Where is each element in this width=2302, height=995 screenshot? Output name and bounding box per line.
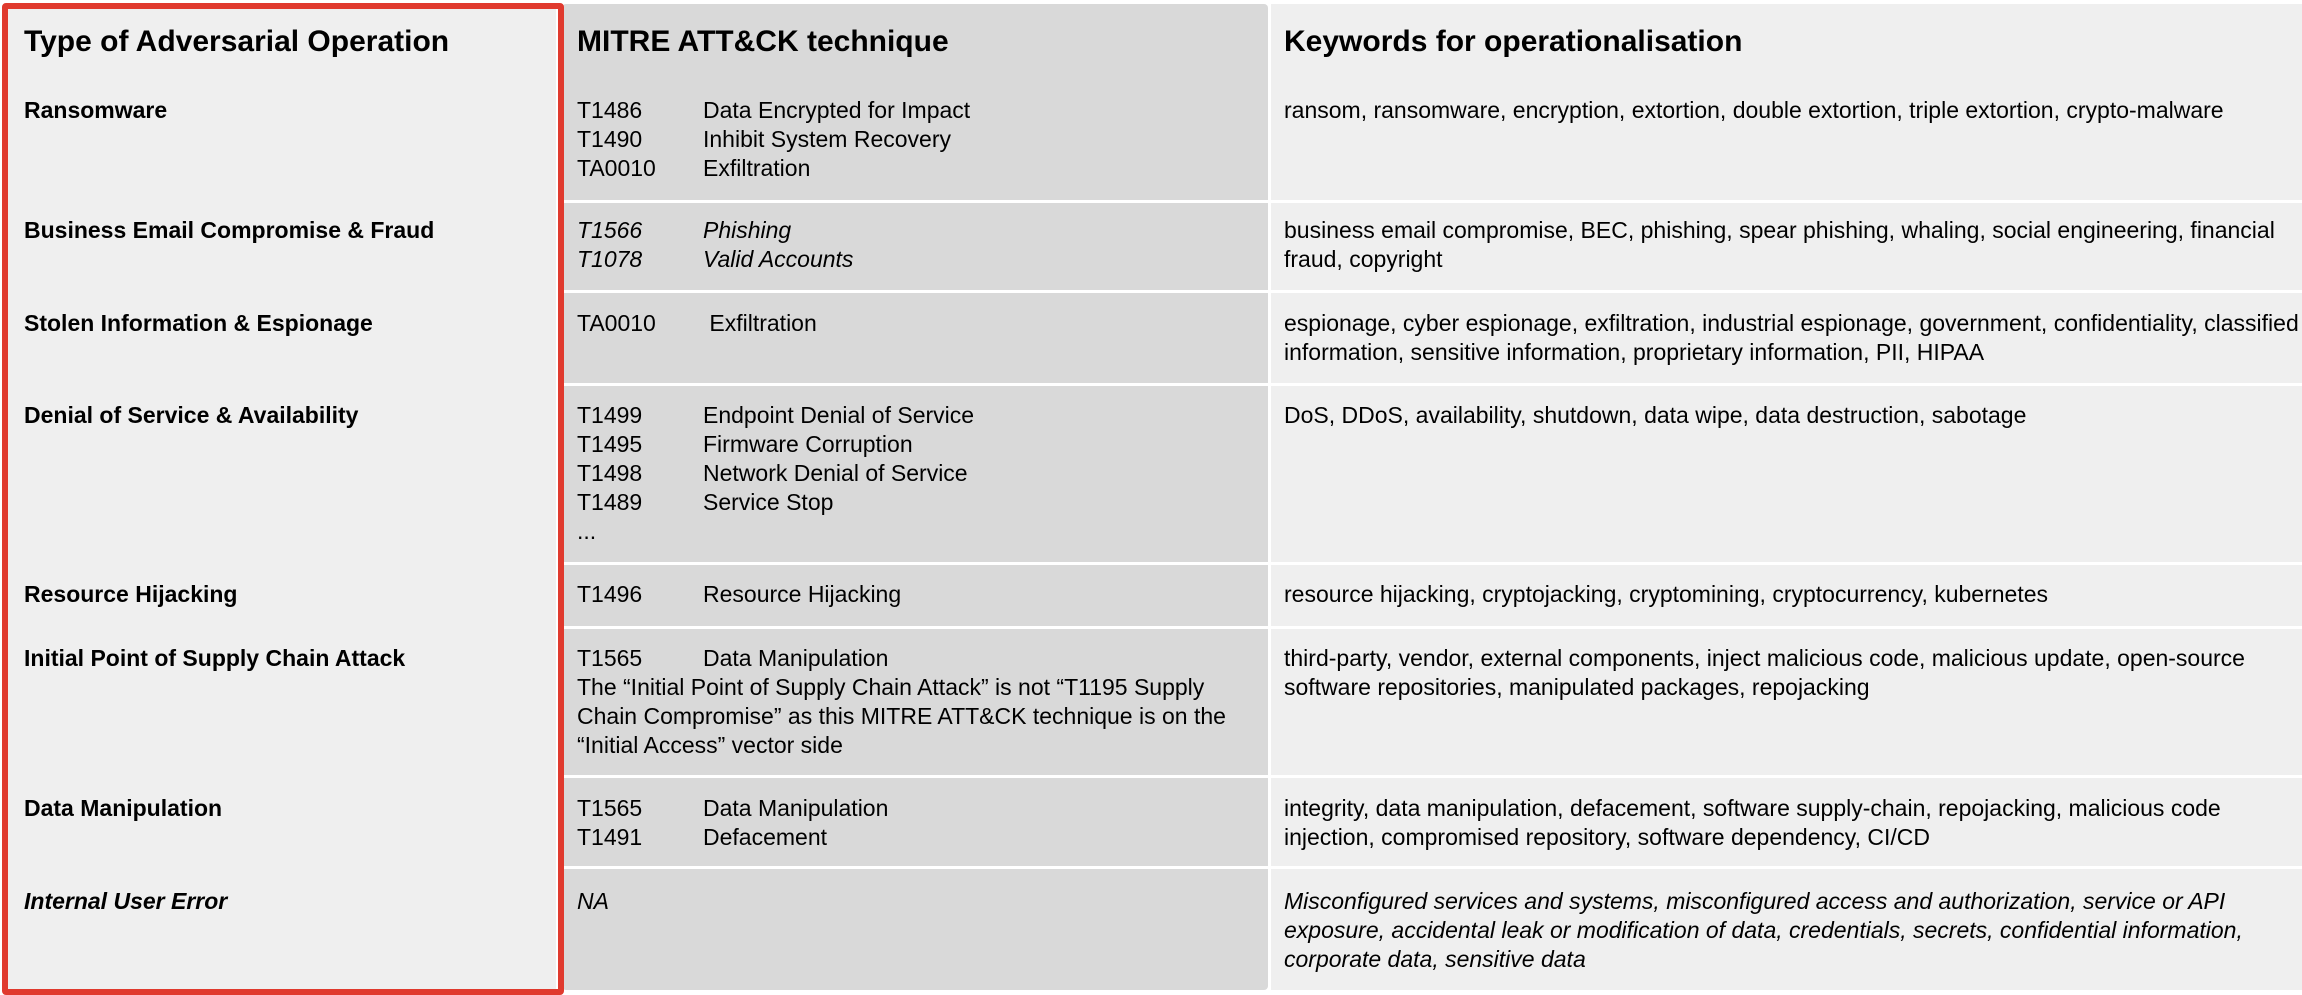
- row-type: Resource Hijacking: [24, 581, 238, 607]
- row-keywords: DoS, DDoS, availability, shutdown, data wipe, data destruction, sabotage: [1284, 402, 2027, 428]
- technique-item: [577, 245, 853, 274]
- technique-id: T1499: [577, 402, 643, 428]
- row-type: Data Manipulation: [24, 795, 223, 821]
- technique-id: T1486: [577, 97, 643, 123]
- technique-name: Valid Accounts: [703, 246, 854, 272]
- row-separator: [562, 775, 2302, 778]
- header-type: Type of Adversarial Operation: [24, 25, 450, 58]
- row-type: Initial Point of Supply Chain Attack: [24, 645, 406, 671]
- row-techniques: [577, 309, 817, 338]
- row-separator: [562, 200, 2302, 203]
- row-techniques: [577, 580, 901, 609]
- technique-id: T1566: [577, 217, 643, 243]
- technique-id: T1491: [577, 824, 643, 850]
- technique-item: [577, 430, 974, 459]
- technique-item: [577, 794, 888, 823]
- technique-name: Resource Hijacking: [703, 581, 902, 607]
- technique-name: Data Encrypted for Impact: [703, 97, 971, 123]
- row-keywords: Misconfigured services and systems, misconfigured access and authorization, service or API exposure, accidental leak or modification of data, credentials, secrets, confidential information, corporate data, sensitive data: [1284, 888, 2243, 972]
- row-type: Stolen Information & Espionage: [24, 310, 373, 336]
- row-separator: [562, 866, 2302, 869]
- row-separator: [562, 383, 2302, 386]
- technique-item: [577, 488, 974, 517]
- row-techniques: [577, 644, 1267, 760]
- technique-name: Exfiltration: [703, 155, 811, 181]
- technique-id: T1078: [577, 246, 643, 272]
- technique-item: [577, 96, 970, 125]
- technique-ellipsis: ...: [577, 518, 597, 544]
- technique-name: Exfiltration: [703, 310, 817, 336]
- row-keywords: third-party, vendor, external components, inject malicious code, malicious update, open-source software repositories, manipulated packages, repojacking: [1284, 645, 2245, 700]
- row-keywords: business email compromise, BEC, phishing, spear phishing, whaling, social engineering, financial fraud, copyright: [1284, 217, 2275, 272]
- technique-item: [577, 154, 970, 183]
- row-separator: [562, 290, 2302, 293]
- technique-item: [577, 823, 888, 852]
- row-separator: [562, 626, 2302, 629]
- technique-name: Data Manipulation: [703, 795, 889, 821]
- technique-item: [577, 644, 1267, 673]
- technique-name: Service Stop: [703, 489, 834, 515]
- row-type: Internal User Error: [24, 888, 228, 914]
- row-keywords: resource hijacking, cryptojacking, cryptomining, cryptocurrency, kubernetes: [1284, 581, 2049, 607]
- row-techniques: [577, 216, 853, 274]
- row-type: Business Email Compromise & Fraud: [24, 217, 435, 243]
- row-type: Ransomware: [24, 97, 168, 123]
- technique-id: T1496: [577, 581, 643, 607]
- technique-name: Data Manipulation: [703, 645, 889, 671]
- column-separator: [1268, 4, 1271, 990]
- technique-name: Defacement: [703, 824, 828, 850]
- technique-id: T1498: [577, 460, 643, 486]
- technique-id: T1495: [577, 431, 643, 457]
- technique-id: T1490: [577, 126, 643, 152]
- row-keywords: integrity, data manipulation, defacement, software supply-chain, repojacking, malicious code injection, compromised repository, software dependency, CI/CD: [1284, 795, 2221, 850]
- row-type: Denial of Service & Availability: [24, 402, 359, 428]
- technique-id: T1565: [577, 795, 643, 821]
- technique-item: [577, 401, 974, 430]
- technique-item: [577, 459, 974, 488]
- row-separator: [562, 562, 2302, 565]
- technique-item: [577, 216, 853, 245]
- row-techniques: [577, 401, 974, 546]
- technique-name: Network Denial of Service: [703, 460, 968, 486]
- technique-id: T1565: [577, 645, 643, 671]
- technique-name: Inhibit System Recovery: [703, 126, 951, 152]
- highlight-box: [2, 3, 564, 995]
- header-technique: MITRE ATT&CK technique: [577, 25, 949, 58]
- technique-id: TA0010: [577, 155, 656, 181]
- row-techniques: [577, 794, 888, 852]
- row-techniques: NA: [577, 888, 609, 914]
- technique-name: Phishing: [703, 217, 792, 243]
- technique-item: [577, 580, 901, 609]
- technique-name: Firmware Corruption: [703, 431, 913, 457]
- row-keywords: espionage, cyber espionage, exfiltration, industrial espionage, government, confidentiality, classified information, sensitive information, proprietary information, PII, HIPAA: [1284, 310, 2299, 365]
- row-techniques: [577, 96, 970, 183]
- technique-id: TA0010: [577, 310, 656, 336]
- header-keywords: Keywords for operationalisation: [1284, 25, 1743, 58]
- technique-id: T1489: [577, 489, 643, 515]
- row-keywords: ransom, ransomware, encryption, extortion, double extortion, triple extortion, crypto-malware: [1284, 97, 2224, 123]
- technique-note: The “Initial Point of Supply Chain Attack” is not “T1195 Supply Chain Compromise” as this MITRE ATT&CK technique is on the “Initial Access” vector side: [577, 674, 1226, 758]
- technique-item: [577, 125, 970, 154]
- technique-item: [577, 309, 817, 338]
- technique-name: Endpoint Denial of Service: [703, 402, 975, 428]
